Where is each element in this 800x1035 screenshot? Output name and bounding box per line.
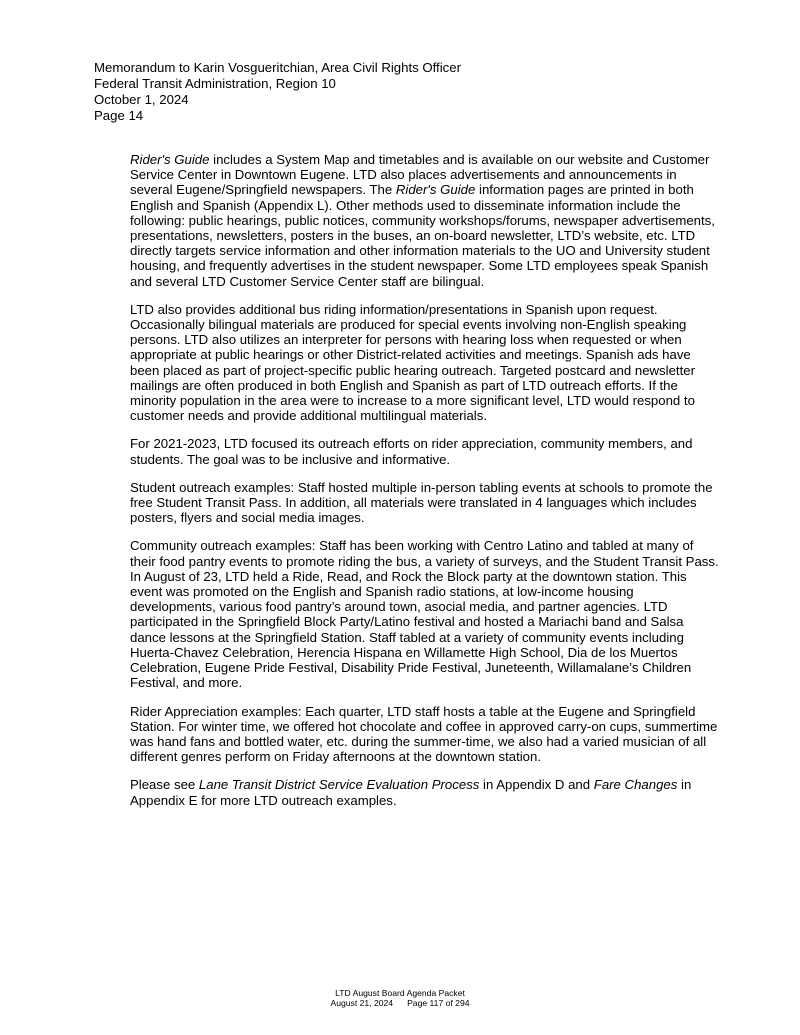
paragraph-see-appendix: Please see Lane Transit District Service Evaluation Process in Appendix D and Fare Changes in Appendix E for more LTD outreach examples.: [130, 777, 692, 808]
appendix-d-title: Lane Transit District Service Evaluation Process: [198, 777, 480, 793]
footer-date: August 21, 2024: [330, 998, 394, 1008]
paragraph-community-outreach: Community outreach examples: Staff has been working with Centro Latino and tabled at many of their food pantry events to promote riding the bus, a variety of surveys, and the Student Transit Pass. In August of 23, LTD held a Ride, Read, and Rock the Block party at the downtown station. This event was promoted on the English and Spanish radio stations, at low-income housing developments, various food pantry’s around town, asocial media, and partner agencies. LTD participated in the Springfield Block Party/Latino festival and hosted a Mariachi band and Salsa dance lessons at the Springfield Station. Staff tabled at a variety of community events including Huerta-Chavez Celebration, Herencia Hispana en Willamette High School, Dia de los Muertos Celebration, Eugene Pride Festival, Disability Pride Festival, Juneteenth, Willamalane’s Children Festival, and more.: [130, 538, 719, 691]
memo-header: [94, 60, 734, 124]
memo-date: October 1, 2024: [94, 92, 189, 107]
paragraph-rider-appreciation: Rider Appreciation examples: Each quarter, LTD staff hosts a table at the Eugene and Springfield Station. For winter time, we offered hot chocolate and coffee in approved carry-on cups, summertime was hand fans and bottled water, etc. during the summer-time, we also had a varied musician of all different genres perform on Friday afternoons at the downtown station.: [130, 703, 718, 765]
memo-body: [130, 152, 720, 821]
paragraph-outreach-focus: For 2021-2023, LTD focused its outreach efforts on rider appreciation, community members, and students. The goal was to be inclusive and informative.: [130, 436, 693, 467]
paragraph-student-outreach: Student outreach examples: Staff hosted multiple in-person tabling events at schools to promote the free Student Transit Pass. In addition, all materials were translated in 4 languages which includes posters, flyers and social media images.: [130, 479, 713, 526]
footer-packet-title: LTD August Board Agenda Packet: [335, 988, 465, 998]
riders-guide-title: Rider's Guide: [395, 182, 476, 198]
memo-page-number: Page 14: [94, 108, 144, 123]
memo-agency: Federal Transit Administration, Region 10: [94, 76, 336, 91]
riders-guide-title: Rider's Guide: [130, 152, 210, 167]
paragraph-spanish-info: LTD also provides additional bus riding information/presentations in Spanish upon request. Occasionally bilingual materials are produced for special events involving non-English speaking persons. LTD also utilizes an interpreter for persons with hearing loss when requested or when appropriate at public hearings or other District-related activities and meetings. Spanish ads have been placed as part of project-specific public hearing outreach. Targeted postcard and newsletter mailings are often produced in both English and Spanish as part of LTD outreach efforts. If the minority population in the area were to increase to a more significant level, LTD would respond to customer needs and provide additional multilingual materials.: [130, 301, 695, 424]
paragraph-riders-guide: Rider's Guide includes a System Map and timetables and is available on our website and Customer Service Center in Downtown Eugene. LTD also places advertisements and announcements in several Eugene/Springfield newspapers. The Rider's Guide information pages are printed in both English and Spanish (Appendix L). Other methods used to disseminate information include the following: public hearings, public notices, community workshops/forums, newspaper advertisements, presentations, newsletters, posters in the buses, an on-board newsletter, LTD’s website, etc. LTD directly targets service information and other information materials to the UO and University student housing, and frequently advertises in the student newspaper. Some LTD employees speak Spanish and several LTD Customer Service Center staff are bilingual.: [130, 152, 715, 289]
footer-page-count: Page 117 of 294: [407, 998, 470, 1008]
memo-recipient: Memorandum to Karin Vosgueritchian, Area Civil Rights Officer: [94, 60, 461, 75]
page-footer: [0, 988, 800, 1008]
appendix-e-title: Fare Changes: [593, 777, 678, 793]
footer-date-page: [0, 998, 800, 1008]
